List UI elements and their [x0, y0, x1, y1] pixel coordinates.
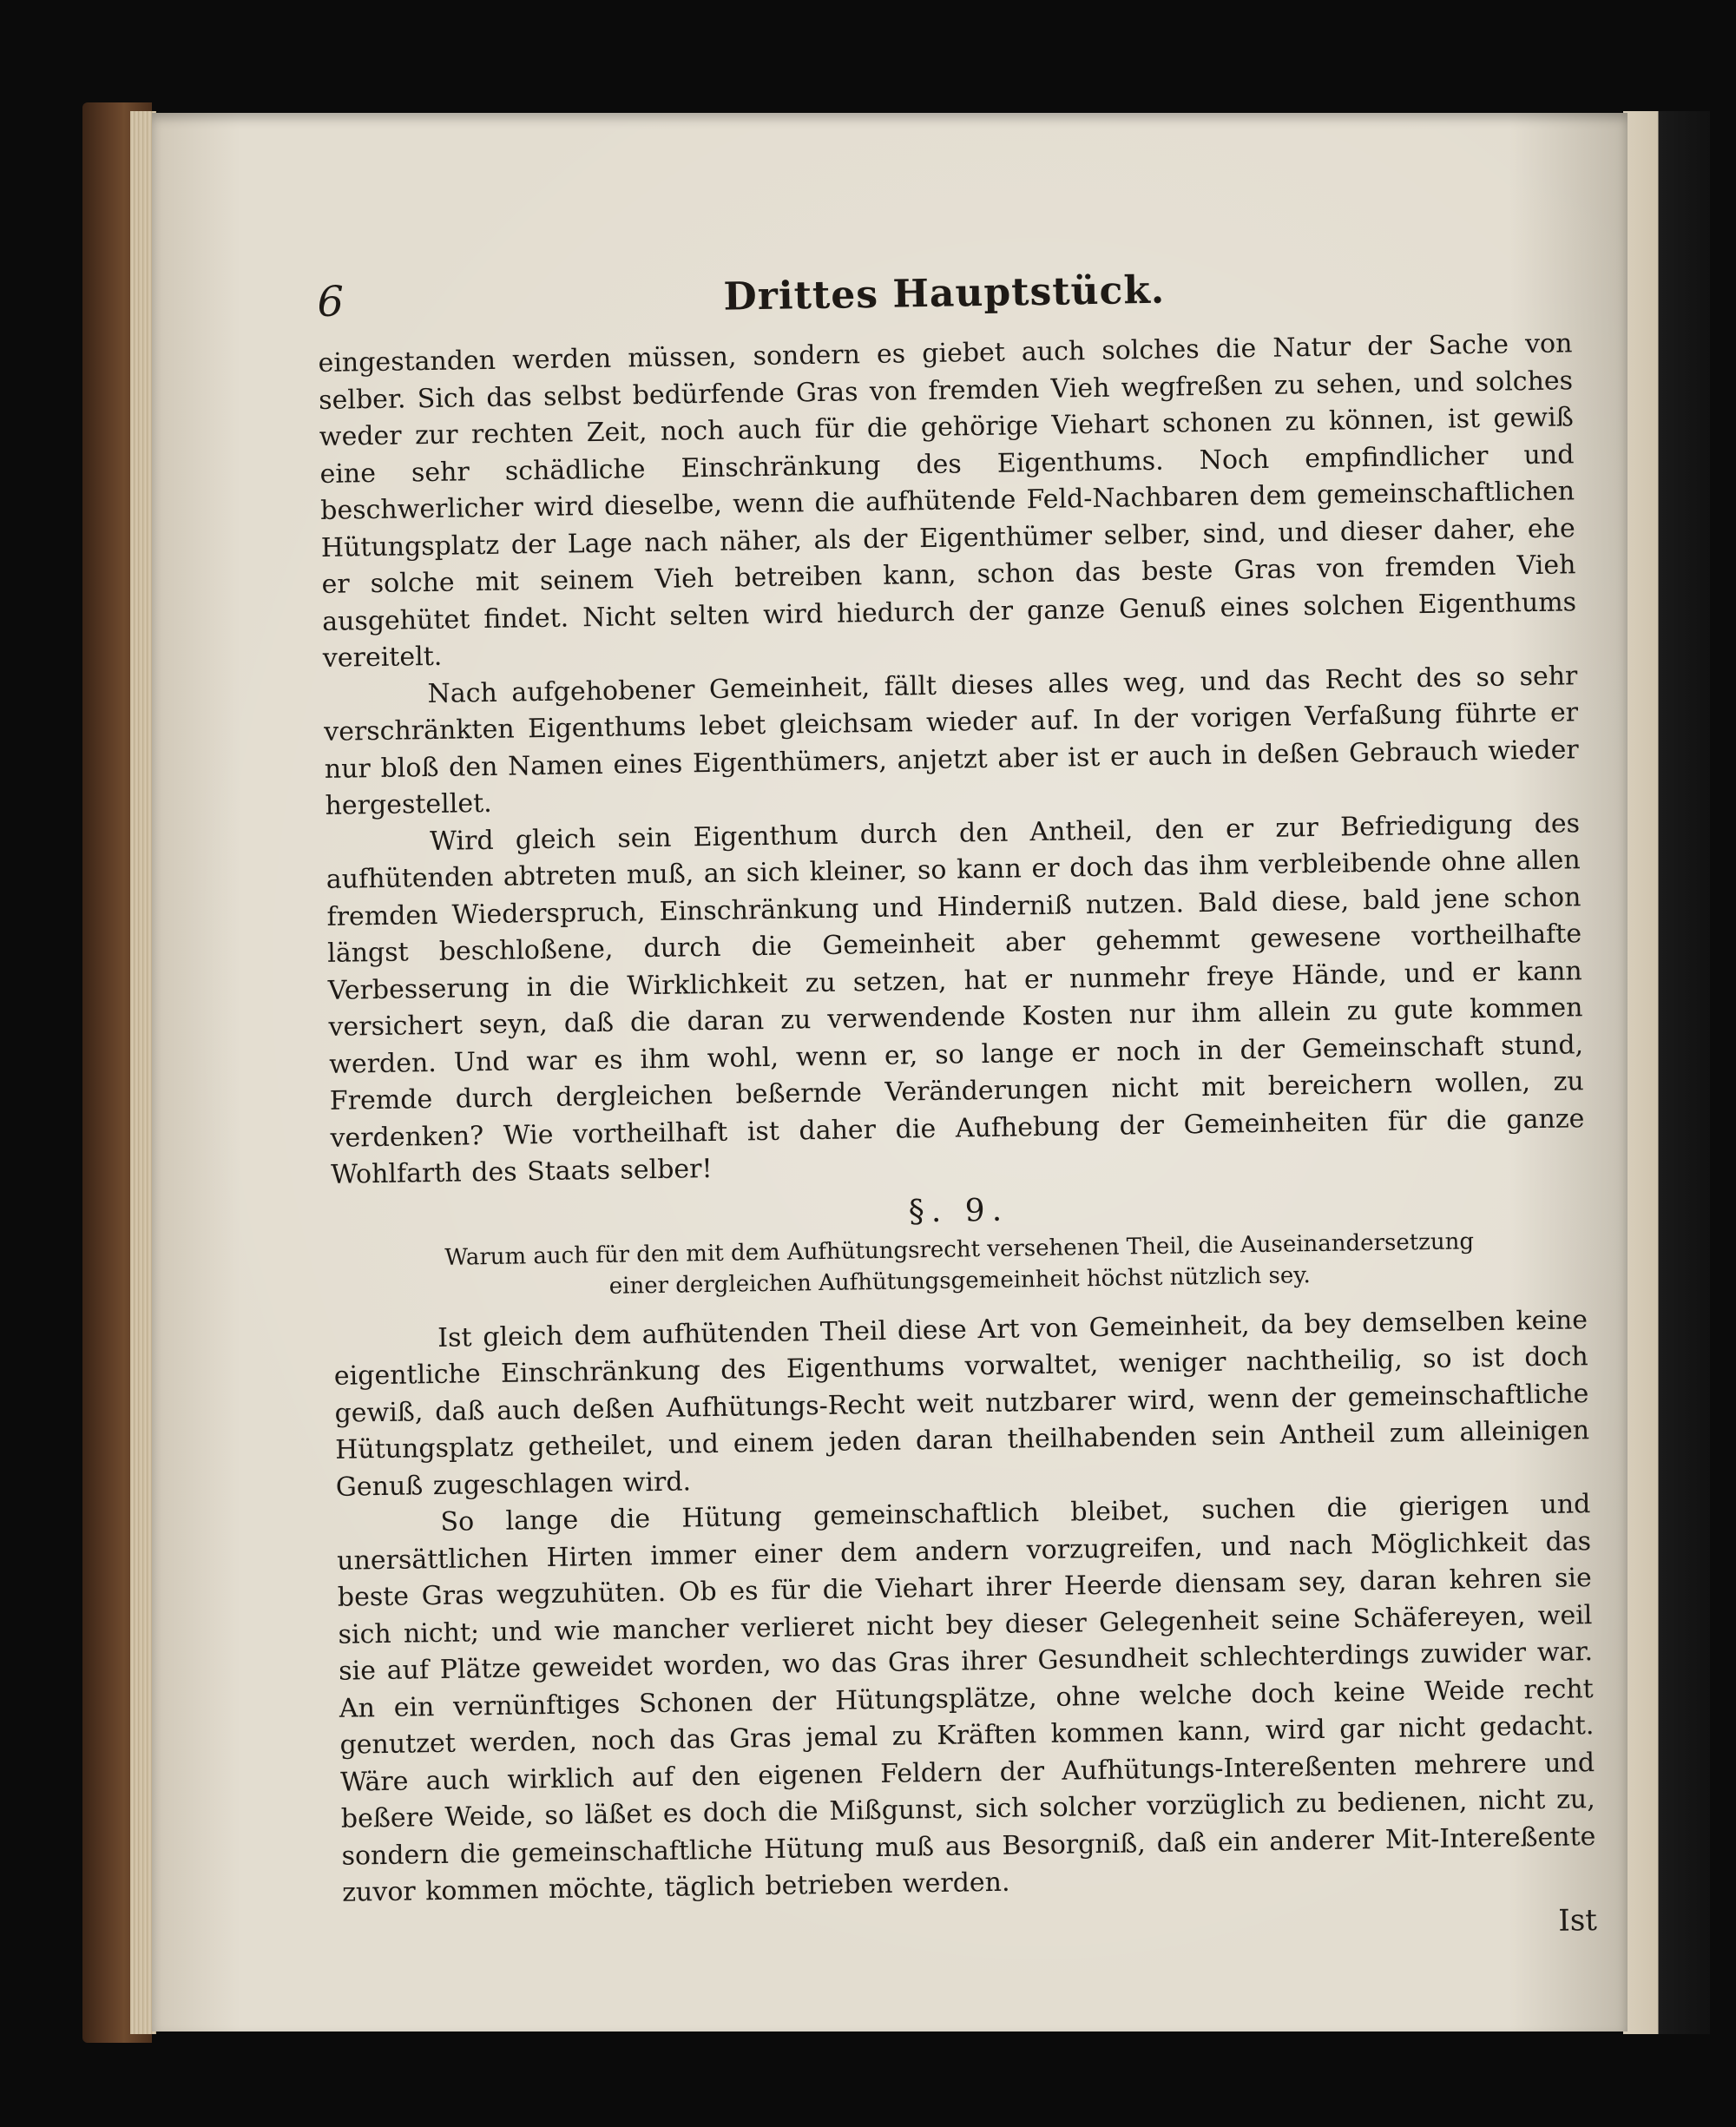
page-header	[317, 258, 1572, 339]
catchword: Ist	[1558, 1902, 1598, 1939]
page-text-block	[317, 258, 1598, 1939]
paragraph: Wird gleich sein Eigenthum durch den Antheil, den er zur Befriedigung des aufhütenden abtreten muß, an sich kleiner, so kann er doch das ihm verbleibende ohne allen fremden Wiederspruch, Einschränkung und Hinderniß nutzen. Bald diese, bald jene schon längst beschloßene, durch die Gemeinheit aber gehemmt gewesene vortheilhafte Verbesserung in die Wirklichkeit zu setzen, hat er nunmehr freye Hände, und er kann versichert seyn, daß die daran zu verwendende Kosten nur ihm allein zu gute kommen werden. Und war es ihm wohl, wenn er, so lange er noch in der Gemeinschaft stund, Fremde durch dergleichen beßernde Veränderungen nicht mit bereichern wollen, zu verdenken? Wie vortheilhaft ist daher die Aufhebung der Gemeinheiten für die ganze Wohlfarth des Staats selber!	[326, 807, 1585, 1190]
paragraph: Ist gleich dem aufhütenden Theil diese Art von Gemeinheit, da bey demselben keine eigentliche Einschränkung des Eigenthums vorwaltet, weniger nachtheilig, so ist doch gewiß, daß auch deßen Aufhütungs-Recht weit nutzbarer wird, wenn der gemeinschaftliche Hütungsplatz getheilet, und einem jeden daran theilhabenden sein Antheil zum alleinigen Genuß zugeschlagen wird.	[333, 1304, 1590, 1503]
paragraph: eingestanden werden müssen, sondern es giebet auch solches die Natur der Sache von selber. Sich das selbst bedürfende Gras von fremden Vieh wegfreßen zu sehen, und solches weder zur rechten Zeit, noch auch für die gehörige Viehart schonen zu können, ist gewiß eine sehr schädliche Einschränkung des Eigenthums. Noch empfindlicher und beschwerlicher wird dieselbe, wenn die aufhütende Feld-Nachbaren dem gemeinschaftlichen Hütungsplatz der Lage nach näher, als der Eigenthümer selber, sind, und dieser daher, ehe er solche mit seinem Vieh betreiben kann, schon das beste Gras von fremden Vieh ausgehütet findet. Nicht selten wird hiedurch der ganze Genuß eines solchen Eigenthums vereitelt.	[318, 328, 1577, 674]
page-number: 6	[317, 277, 345, 326]
facing-page-edge	[1623, 111, 1710, 2034]
section-number: §. 9.	[908, 1192, 1009, 1229]
paragraph: Nach aufgehobener Gemeinheit, fällt dieses alles weg, und das Recht des so sehr verschränkten Eigenthums lebet gleichsam wieder auf. In der vorigen Verfaßung führte er nur bloß den Namen eines Eigenthümers, anjetzt aber ist er auch in deßen Gebrauch wieder hergestellet.	[323, 660, 1579, 821]
section-heading	[332, 1224, 1587, 1307]
section-heading-line: Warum auch für den mit dem Aufhütungsrecht versehenen Theil, die Auseinandersetzung	[444, 1228, 1475, 1271]
section-heading-line: einer dergleichen Aufhütungsgemeinheit höchst nützlich sey.	[608, 1261, 1311, 1300]
paragraph: So lange die Hütung gemeinschaftlich bleibet, suchen die gierigen und unersättlichen Hirten immer einer dem andern vorzugreifen, und nach Möglichkeit das beste Gras wegzuhüten. Ob es für die Viehart ihrer Heerde diensam sey, daran kehren sie sich nicht; und wie mancher verlieret nicht bey dieser Gelegenheit seine Schäfereyen, weil sie auf Plätze geweidet worden, wo das Gras ihrer Gesundheit schlechterdings zuwider war. An ein vernünftiges Schonen der Hütungsplätze, ohne welche doch keine Weide recht genutzet werden, noch das Gras jemal zu Kräften kommen kann, wird gar nicht gedacht. Wäre auch wirklich auf den eigenen Feldern der Aufhütungs-Intereßenten mehrere und beßere Weide, so läßet es doch die Mißgunst, sich solcher vorzüglich zu bedienen, nicht zu, sondern die gemeinschaftliche Hütung muß aus Besorgniß, daß ein anderer Mit-Intereßente zuvor kommen möchte, täglich betrieben werden.	[336, 1489, 1596, 1908]
running-title: Drittes Hauptstück.	[723, 267, 1166, 319]
book-page	[152, 113, 1628, 2032]
